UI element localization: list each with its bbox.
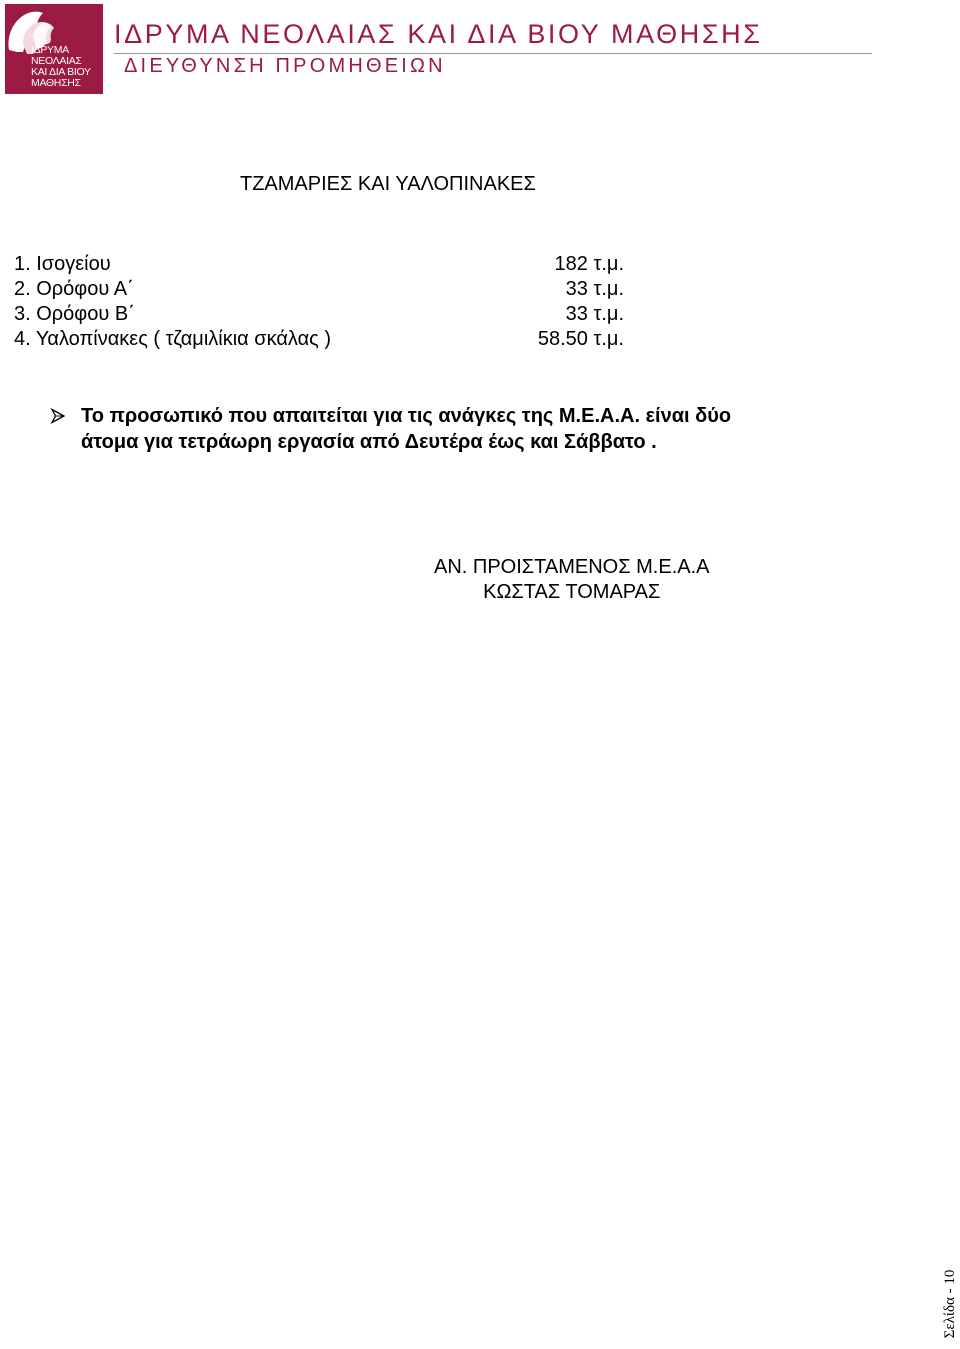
area-value: 33 τ.μ. xyxy=(565,303,624,325)
department-name: ΔΙΕΥΘΥΝΣΗ ΠΡΟΜΗΘΕΙΩΝ xyxy=(124,55,446,77)
list-item xyxy=(14,327,634,352)
note-text xyxy=(81,403,731,455)
area-label: 4. Υαλοπίνακες ( τζαμιλίκια σκάλας ) xyxy=(14,328,332,350)
list-item xyxy=(14,277,634,302)
organization-logo xyxy=(5,4,103,94)
signatory-role: ΑΝ. ΠΡΟΙΣΤΑΜΕΝΟΣ Μ.Ε.Α.Α xyxy=(434,556,710,578)
area-list xyxy=(14,252,634,352)
document-title: ΤΖΑΜΑΡΙΕΣ ΚΑΙ ΥΑΛΟΠΙΝΑΚΕΣ xyxy=(240,173,536,195)
logo-line: ΚΑΙ ΔΙΑ ΒΙΟΥ xyxy=(31,66,91,78)
logo-wordmark xyxy=(31,45,91,89)
list-item xyxy=(14,302,634,327)
note-line: Το προσωπικό που απαιτείται για τις ανάγκες της Μ.Ε.Α.Α. είναι δύο xyxy=(81,405,732,427)
arrow-bullet-icon xyxy=(50,408,66,424)
signatory-name: ΚΩΣΤΑΣ ΤΟΜΑΡΑΣ xyxy=(483,581,661,603)
list-item xyxy=(14,252,634,277)
organization-name: ΙΔΡΥΜΑ ΝΕΟΛΑΙΑΣ ΚΑΙ ΔΙΑ ΒΙΟΥ ΜΑΘΗΣΗΣ xyxy=(114,19,763,49)
area-value: 182 τ.μ. xyxy=(554,253,624,275)
logo-line: ΝΕΟΛΑΙΑΣ xyxy=(31,55,82,67)
area-value: 33 τ.μ. xyxy=(565,278,624,300)
area-label: 2. Ορόφου Α΄ xyxy=(14,278,134,300)
logo-line: ΙΔΡΥΜΑ xyxy=(31,44,69,56)
area-value: 58.50 τ.μ. xyxy=(537,328,624,350)
signature-block xyxy=(434,555,710,605)
area-label: 1. Ισογείου xyxy=(14,253,111,275)
note-line: άτομα για τετράωρη εργασία από Δευτέρα έως και Σάββατο . xyxy=(81,431,657,453)
logo-line: ΜΑΘΗΣΗΣ xyxy=(31,77,81,89)
page-number xyxy=(943,1260,957,1348)
page-number-label: Σελίδα - 10 xyxy=(942,1269,958,1339)
area-label: 3. Ορόφου Β΄ xyxy=(14,303,135,325)
